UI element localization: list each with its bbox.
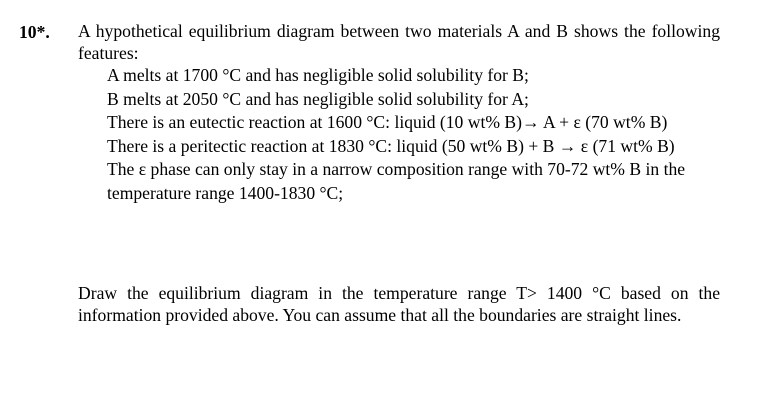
feature-item: There is a peritectic reaction at 1830 °C: liquid (50 wt% B) + B → ε (71 wt% B) bbox=[107, 135, 675, 156]
feature-list bbox=[107, 64, 720, 205]
feature-item: The ε phase can only stay in a narrow composition range with 70-72 wt% B in the temperature range 1400-1830 °C; bbox=[107, 159, 686, 203]
feature-item: There is an eutectic reaction at 1600 °C: liquid (10 wt% B)→ A + ε (70 wt% B) bbox=[107, 112, 668, 132]
feature-item: B melts at 2050 °C and has negligible solid solubility for A; bbox=[107, 88, 529, 109]
question-intro: A hypothetical equilibrium diagram between two materials A and B shows the following features: bbox=[78, 21, 720, 63]
task-instruction: Draw the equilibrium diagram in the temperature range T> 1400 °C based on the information provided above. You can assume that all the boundaries are straight lines. bbox=[78, 283, 720, 325]
question-number: 10*. bbox=[19, 22, 50, 42]
feature-item: A melts at 1700 °C and has negligible solid solubility for B; bbox=[107, 65, 529, 85]
